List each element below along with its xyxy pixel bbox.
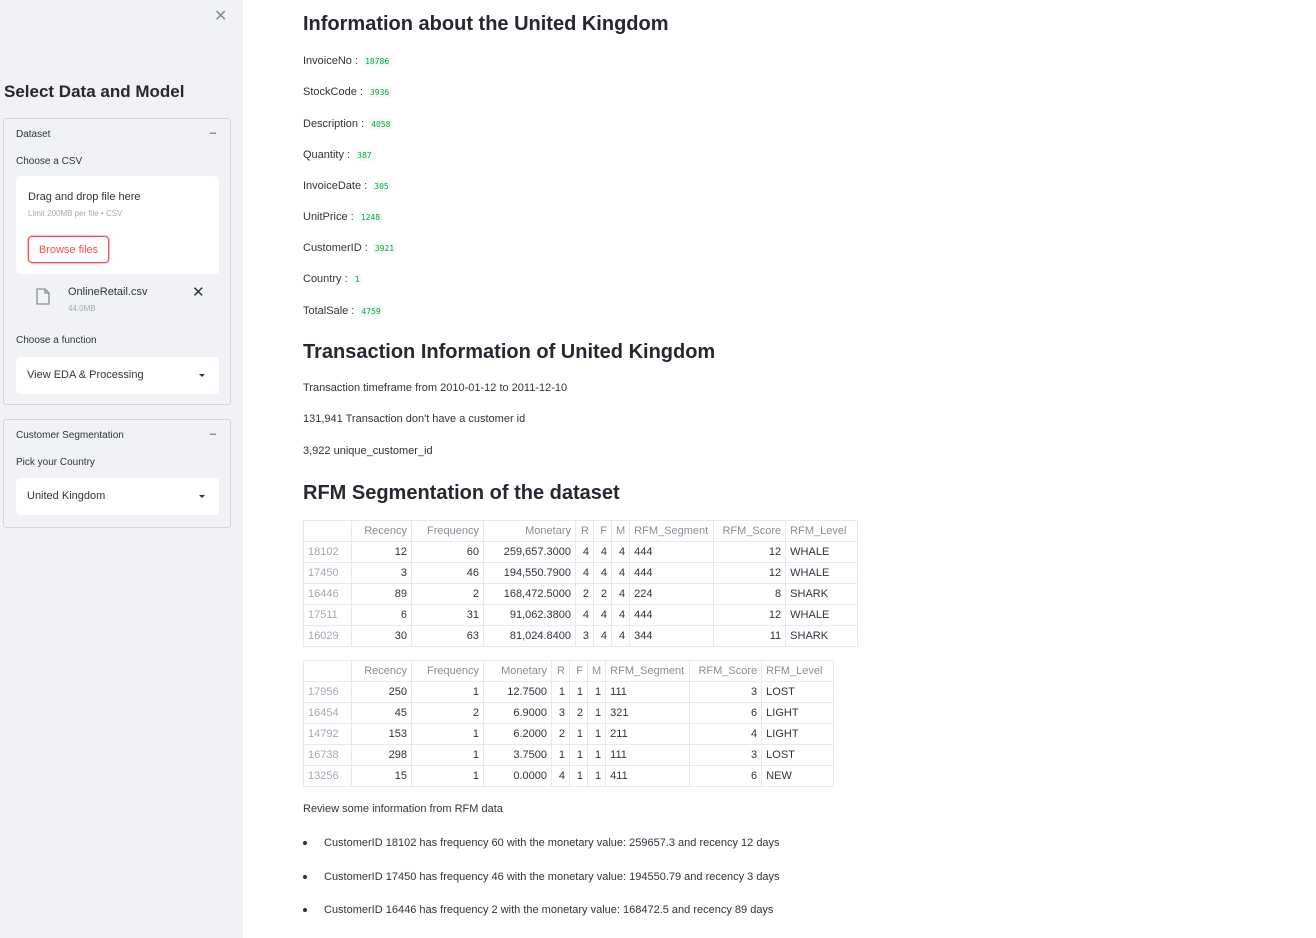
info-label: StockCode : — [303, 86, 363, 98]
table-cell: 8 — [714, 584, 786, 605]
table-row — [304, 563, 858, 584]
table-cell: 194,550.7900 — [484, 563, 576, 584]
table-cell: 321 — [606, 703, 690, 724]
column-header[interactable]: RFM_Score — [690, 661, 762, 682]
country-select-value: United Kingdom — [27, 490, 106, 502]
table-cell: 91,062.3800 — [484, 605, 576, 626]
table-cell: LOST — [762, 745, 834, 766]
table-cell: 0.0000 — [484, 766, 552, 787]
transaction-timeframe: Transaction timeframe from 2010-01-12 to 2011-12-10 — [303, 382, 568, 394]
table-cell: 298 — [352, 745, 412, 766]
rfm-bottom-table — [303, 660, 834, 787]
table-cell: 3.7500 — [484, 745, 552, 766]
table-cell: 411 — [606, 766, 690, 787]
column-header[interactable]: RFM_Score — [714, 521, 786, 542]
missing-customer-id: 131,941 Transaction don't have a customer id — [303, 413, 526, 425]
column-header[interactable]: Monetary — [484, 521, 576, 542]
table-cell: 1 — [588, 745, 606, 766]
table-cell: 1 — [570, 745, 588, 766]
table-cell: 12 — [714, 542, 786, 563]
table-cell: 6.9000 — [484, 703, 552, 724]
table-cell: LOST — [762, 682, 834, 703]
table-cell: 4 — [612, 626, 630, 647]
info-row — [303, 305, 383, 317]
table-cell: 1 — [570, 682, 588, 703]
segmentation-expander — [3, 419, 231, 528]
sidebar-title: Select Data and Model — [4, 82, 185, 101]
table-cell: 12 — [714, 563, 786, 584]
table-row — [304, 682, 834, 703]
table-cell: LIGHT — [762, 724, 834, 745]
table-cell: 259,657.3000 — [484, 542, 576, 563]
table-cell: 1 — [412, 766, 484, 787]
table-cell: 60 — [412, 542, 484, 563]
info-label: InvoiceNo : — [303, 55, 359, 67]
info-value: 305 — [374, 182, 389, 191]
table-row — [304, 766, 834, 787]
rfm-top-table — [303, 520, 858, 647]
column-header[interactable]: M — [588, 661, 606, 682]
table-cell: 1 — [570, 724, 588, 745]
row-index: 17956 — [304, 682, 352, 703]
table-cell: 4 — [612, 584, 630, 605]
close-sidebar-icon[interactable]: ✕ — [214, 8, 228, 25]
table-cell: WHALE — [786, 605, 858, 626]
dropzone-title: Drag and drop file here — [28, 191, 141, 203]
uploaded-file — [16, 282, 219, 318]
table-cell: 30 — [352, 626, 412, 647]
table-cell: 1 — [588, 724, 606, 745]
table-cell: 250 — [352, 682, 412, 703]
transaction-title: Transaction Information of United Kingdom — [303, 341, 716, 363]
table-cell: 46 — [412, 563, 484, 584]
function-select[interactable] — [16, 357, 219, 394]
table-cell: 1 — [552, 682, 570, 703]
row-index: 16446 — [304, 584, 352, 605]
table-cell: 2 — [570, 703, 588, 724]
row-index: 17450 — [304, 563, 352, 584]
info-row — [303, 242, 396, 254]
table-cell: 2 — [576, 584, 594, 605]
info-value: 3936 — [369, 88, 390, 97]
table-cell: 6 — [352, 605, 412, 626]
table-cell: 444 — [630, 542, 714, 563]
column-header[interactable]: RFM_Level — [786, 521, 858, 542]
table-cell: 81,024.8400 — [484, 626, 576, 647]
table-row — [304, 745, 834, 766]
info-value: 3921 — [374, 244, 395, 253]
info-label: TotalSale : — [303, 305, 355, 317]
table-cell: 4 — [612, 542, 630, 563]
rfm-title: RFM Segmentation of the dataset — [303, 482, 620, 504]
info-value: 1 — [354, 275, 360, 284]
table-cell: 4 — [594, 626, 612, 647]
table-cell: 3 — [576, 626, 594, 647]
info-row — [303, 86, 391, 98]
chevron-down-icon — [199, 495, 205, 498]
table-cell: 224 — [630, 584, 714, 605]
table-cell: 1 — [412, 724, 484, 745]
info-value: 4759 — [361, 307, 381, 316]
table-cell: SHARK — [786, 584, 858, 605]
table-cell: 344 — [630, 626, 714, 647]
row-index: 18102 — [304, 542, 352, 563]
table-cell: 1 — [412, 745, 484, 766]
table-header-row — [304, 661, 834, 682]
table-cell: 4 — [612, 605, 630, 626]
info-value: 18786 — [365, 57, 390, 66]
info-row — [303, 55, 391, 67]
table-cell: 2 — [552, 724, 570, 745]
table-cell: 12 — [352, 542, 412, 563]
row-index: 16738 — [304, 745, 352, 766]
chevron-down-icon — [199, 374, 205, 377]
info-row — [303, 273, 362, 285]
file-icon — [36, 288, 50, 310]
table-cell: 6.2000 — [484, 724, 552, 745]
table-row — [304, 724, 834, 745]
info-label: CustomerID : — [303, 242, 368, 254]
column-header[interactable] — [304, 661, 352, 682]
table-cell: SHARK — [786, 626, 858, 647]
row-index: 13256 — [304, 766, 352, 787]
info-label: InvoiceDate : — [303, 180, 368, 192]
info-value: 387 — [357, 151, 372, 160]
table-cell: WHALE — [786, 542, 858, 563]
info-row — [303, 211, 382, 223]
info-label: Country : — [303, 273, 348, 285]
row-index: 17511 — [304, 605, 352, 626]
row-index: 14792 — [304, 724, 352, 745]
table-cell: 63 — [412, 626, 484, 647]
table-cell: 2 — [412, 703, 484, 724]
column-header[interactable]: Recency — [352, 661, 412, 682]
table-cell: 1 — [570, 766, 588, 787]
collapse-icon[interactable]: – — [209, 428, 216, 440]
table-cell: WHALE — [786, 563, 858, 584]
table-cell: 4 — [594, 563, 612, 584]
table-cell: NEW — [762, 766, 834, 787]
info-label: UnitPrice : — [303, 211, 354, 223]
table-cell: 4 — [576, 605, 594, 626]
table-cell: 3 — [552, 703, 570, 724]
review-label: Review some information from RFM data — [303, 803, 503, 815]
file-name: OnlineRetail.csv — [68, 286, 148, 298]
table-cell: 89 — [352, 584, 412, 605]
table-row — [304, 584, 858, 605]
table-cell: 168,472.5000 — [484, 584, 576, 605]
rfm-bullet-list — [303, 831, 780, 932]
row-index: 16029 — [304, 626, 352, 647]
file-dropzone[interactable] — [16, 176, 219, 274]
info-title: Information about the United Kingdom — [303, 13, 669, 35]
info-value: 4058 — [371, 120, 391, 129]
country-label: Pick your Country — [16, 457, 95, 468]
unique-customer-count: 3,922 unique_customer_id — [303, 445, 433, 457]
column-header[interactable] — [304, 521, 352, 542]
list-item: CustomerID 17450 has frequency 46 with the monetary value: 194550.79 and recency 3 days — [303, 865, 780, 899]
table-cell: LIGHT — [762, 703, 834, 724]
info-value: 1248 — [360, 213, 381, 222]
column-header[interactable]: RFM_Segment — [630, 521, 714, 542]
column-header[interactable]: Monetary — [484, 661, 552, 682]
table-cell: 1 — [552, 745, 570, 766]
table-cell: 4 — [576, 563, 594, 584]
table-cell: 4 — [594, 605, 612, 626]
info-row — [303, 180, 391, 192]
table-cell: 15 — [352, 766, 412, 787]
table-cell: 45 — [352, 703, 412, 724]
table-cell: 12 — [714, 605, 786, 626]
table-cell: 4 — [690, 724, 762, 745]
country-select[interactable] — [16, 478, 219, 515]
table-cell: 12.7500 — [484, 682, 552, 703]
table-cell: 444 — [630, 605, 714, 626]
file-size: 44.0MB — [68, 304, 96, 313]
list-item: CustomerID 16446 has frequency 2 with the monetary value: 168472.5 and recency 89 days — [303, 898, 780, 932]
table-cell: 1 — [588, 766, 606, 787]
choose-function-label: Choose a function — [16, 335, 97, 346]
table-header-row — [304, 521, 858, 542]
info-row — [303, 118, 392, 130]
column-header[interactable]: R — [552, 661, 570, 682]
table-cell: 2 — [412, 584, 484, 605]
dataset-expander — [3, 118, 231, 405]
table-cell: 4 — [552, 766, 570, 787]
column-header[interactable]: RFM_Segment — [606, 661, 690, 682]
segmentation-expander-header[interactable]: Customer Segmentation — [16, 430, 124, 441]
table-cell: 31 — [412, 605, 484, 626]
table-cell: 6 — [690, 703, 762, 724]
row-index: 16454 — [304, 703, 352, 724]
choose-csv-label: Choose a CSV — [16, 156, 83, 167]
column-header[interactable]: R — [576, 521, 594, 542]
table-cell: 1 — [588, 682, 606, 703]
remove-file-icon[interactable]: ✕ — [192, 284, 205, 301]
sidebar — [0, 0, 243, 938]
dataset-expander-header[interactable]: Dataset — [16, 129, 51, 140]
table-cell: 153 — [352, 724, 412, 745]
table-row — [304, 626, 858, 647]
info-label: Description : — [303, 118, 365, 130]
table-cell: 1 — [412, 682, 484, 703]
column-header[interactable]: Recency — [352, 521, 412, 542]
column-header[interactable]: Frequency — [412, 661, 484, 682]
column-header[interactable]: M — [612, 521, 630, 542]
table-cell: 3 — [690, 682, 762, 703]
column-header[interactable]: Frequency — [412, 521, 484, 542]
column-header[interactable]: F — [570, 661, 588, 682]
table-cell: 4 — [594, 542, 612, 563]
table-cell: 6 — [690, 766, 762, 787]
table-cell: 4 — [612, 563, 630, 584]
table-cell: 1 — [588, 703, 606, 724]
table-cell: 11 — [714, 626, 786, 647]
info-row — [303, 149, 374, 161]
browse-files-button[interactable]: Browse files — [28, 236, 109, 263]
table-cell: 111 — [606, 682, 690, 703]
column-header[interactable]: RFM_Level — [762, 661, 834, 682]
collapse-icon[interactable]: – — [209, 127, 216, 139]
table-cell: 444 — [630, 563, 714, 584]
table-row — [304, 703, 834, 724]
dropzone-limit: Limit 200MB per file • CSV — [28, 209, 123, 218]
column-header[interactable]: F — [594, 521, 612, 542]
table-cell: 2 — [594, 584, 612, 605]
table-cell: 3 — [690, 745, 762, 766]
table-cell: 211 — [606, 724, 690, 745]
list-item: CustomerID 18102 has frequency 60 with the monetary value: 259657.3 and recency 12 days — [303, 831, 780, 865]
table-cell: 111 — [606, 745, 690, 766]
function-select-value: View EDA & Processing — [27, 369, 144, 381]
table-cell: 4 — [576, 542, 594, 563]
info-label: Quantity : — [303, 149, 351, 161]
table-cell: 3 — [352, 563, 412, 584]
table-row — [304, 542, 858, 563]
table-row — [304, 605, 858, 626]
